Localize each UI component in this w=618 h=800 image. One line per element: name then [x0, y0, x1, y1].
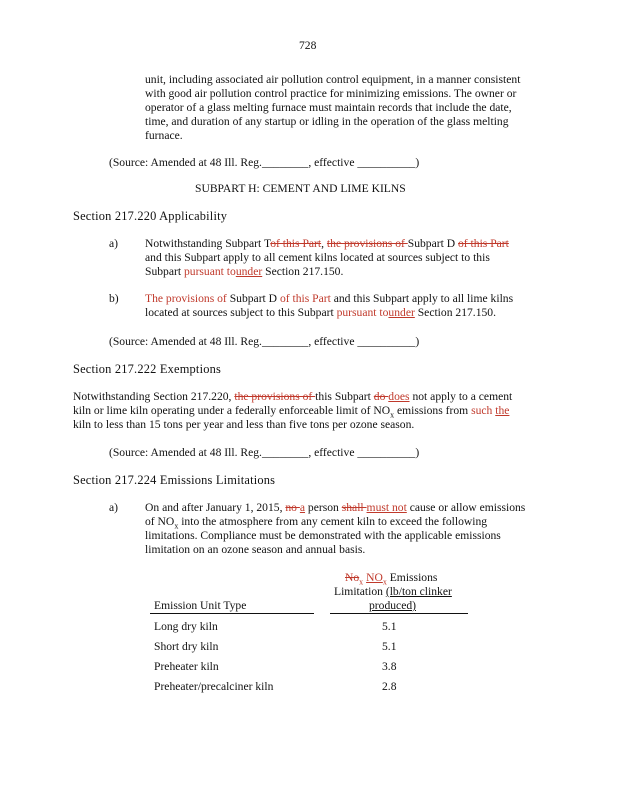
intro-line: operator of a glass melting furnace must maintain records that include the date,: [145, 101, 512, 114]
table-row-unit: Long dry kiln: [154, 620, 218, 633]
applicability-a-line: Notwithstanding Subpart Tof this Part, the provisions of Subpart D of this Part: [145, 237, 509, 250]
applicability-a-line: and this Subpart apply to all cement kilns located at sources subject to this: [145, 251, 490, 264]
intro-line: unit, including associated air pollution control equipment, in a manner consistent: [145, 73, 521, 86]
applicability-b-line: located at sources subject to this Subpart pursuant tounder Section 217.150.: [145, 306, 496, 319]
table-row-unit: Short dry kiln: [154, 640, 219, 653]
exemptions-line: Notwithstanding Section 217.220, the provisions of this Subpart do does not apply to a cement: [73, 390, 513, 403]
table-row-value: 5.1: [382, 640, 397, 653]
subpart-title: SUBPART H: CEMENT AND LIME KILNS: [195, 182, 406, 195]
page-number: 728: [299, 39, 317, 52]
table-row-unit: Preheater kiln: [154, 660, 219, 673]
exemptions-line: kiln or lime kiln operating under a federally enforceable limit of $NO_x$ emissions from such the: [73, 404, 510, 420]
table-header-unit-type: Emission Unit Type: [154, 599, 247, 612]
item-label-a: a): [109, 501, 119, 514]
item-label-b: b): [109, 292, 119, 305]
limitations-a-line: On and after January 1, 2015, no a person shall must not cause or allow emissions: [145, 501, 526, 514]
source-note: (Source: Amended at 48 Ill. Reg.________, effective __________): [109, 156, 420, 169]
table-row-value: 2.8: [382, 680, 397, 693]
table-row-unit: Preheater/precalciner kiln: [154, 680, 274, 693]
applicability-b-line: The provisions of Subpart D of this Part and this Subpart apply to all lime kilns: [145, 292, 514, 305]
exemptions-line: kiln to less than 15 tons per year and less than five tons per ozone season.: [73, 418, 415, 431]
applicability-a-line: Subpart pursuant tounder Section 217.150.: [145, 265, 344, 278]
table-header-emissions: produced): [369, 599, 416, 612]
table-header-emissions: $No_x$ $NO_x$ Emissions: [345, 571, 438, 587]
item-label-a: a): [109, 237, 119, 250]
intro-line: furnace.: [145, 129, 183, 142]
table-header-emissions: Limitation (lb/ton clinker: [334, 585, 452, 598]
table-rule: [150, 613, 314, 614]
section-heading-217-222: Section 217.222 Exemptions: [73, 362, 222, 376]
source-note: (Source: Amended at 48 Ill. Reg.________, effective __________): [109, 335, 420, 348]
section-heading-217-220: Section 217.220 Applicability: [73, 209, 228, 223]
limitations-a-line: of $NO_x$ into the atmosphere from any cement kiln to exceed the following: [145, 515, 488, 531]
intro-line: time, and duration of any startup or idling in the operation of the glass melting: [145, 115, 509, 128]
section-heading-217-224: Section 217.224 Emissions Limitations: [73, 473, 276, 487]
limitations-a-line: limitation on an ozone season and annual basis.: [145, 543, 366, 556]
table-row-value: 5.1: [382, 620, 397, 633]
table-row-value: 3.8: [382, 660, 397, 673]
table-rule: [330, 613, 468, 614]
limitations-a-line: limitations. Compliance must be demonstrated with the applicable emissions: [145, 529, 501, 542]
intro-line: with good air pollution control practice for minimizing emissions. The owner or: [145, 87, 517, 100]
source-note: (Source: Amended at 48 Ill. Reg.________, effective __________): [109, 446, 420, 459]
